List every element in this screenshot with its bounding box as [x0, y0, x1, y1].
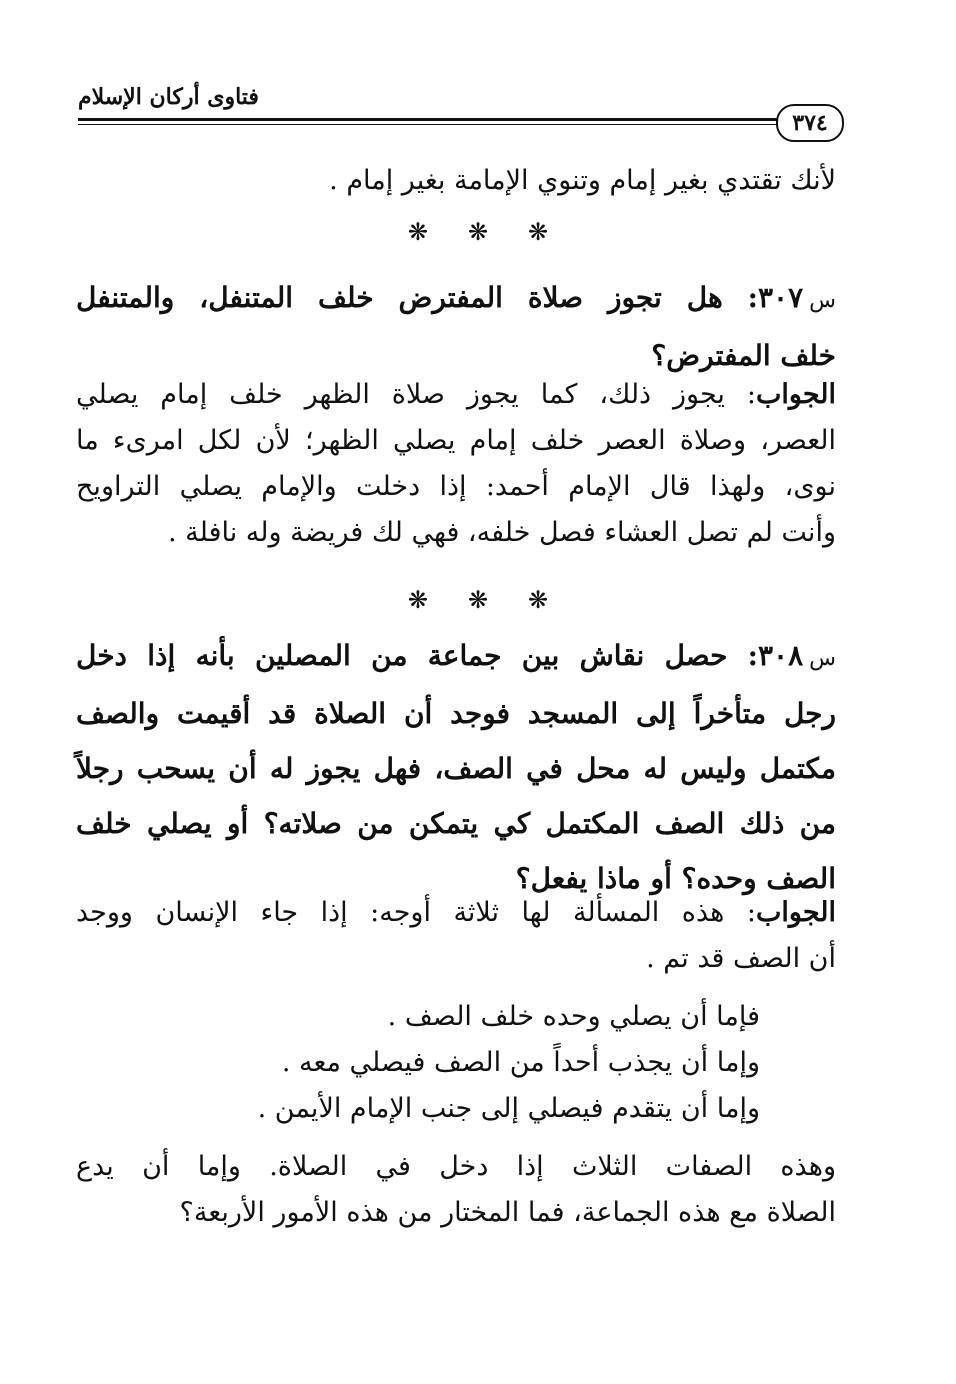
question-307: [76, 270, 836, 383]
section-separator: [0, 218, 956, 246]
question-308: [76, 628, 836, 906]
answer-line: وأنت لم تصل العشاء فصل خلفه، فهي لك فريضة وله نافلة .: [168, 517, 836, 548]
text-line: لأنك تقتدي بغير إمام وتنوي الإمامة بغير إمام .: [329, 165, 836, 196]
answer-label: الجواب: [755, 897, 836, 928]
page-number: ٣٧٤: [776, 104, 844, 142]
answer-line: العصر، وصلاة العصر خلف إمام يصلي الظهر؛ لأن لكل امرىء ما: [76, 425, 836, 456]
question-line: مكتمل وليس له محل في الصف، فهل يجوز له أن يسحب رجلاً: [76, 752, 836, 785]
star-ornament-icon: ❋: [407, 218, 428, 246]
question-line: الصف وحده؟ أو ماذا يفعل؟: [515, 862, 836, 895]
option-line: فإما أن يصلي وحده خلف الصف .: [387, 1001, 760, 1032]
question-line: س٣٠٧: هل تجوز صلاة المفترض خلف المتنفل، والمتنفل: [76, 281, 836, 314]
section-separator: [0, 586, 956, 614]
intro-paragraph: [76, 158, 836, 204]
answer-line: نوى، ولهذا قال الإمام أحمد: إذا دخلت والإمام يصلي التراويح: [76, 471, 836, 502]
star-ornament-icon: ❋: [528, 586, 549, 614]
star-ornament-icon: ❋: [528, 218, 549, 246]
question-line: س٣٠٨: حصل نقاش بين جماعة من المصلين بأنه إذا دخل: [76, 639, 836, 672]
book-title: فتاوى أركان الإسلام: [78, 84, 259, 110]
question-line: من ذلك الصف المكتمل كي يتمكن من صلاته؟ أو يصلي خلف: [76, 807, 836, 840]
question-line: رجل متأخراً إلى المسجد فوجد أن الصلاة قد أقيمت والصف: [76, 697, 836, 730]
option-line: وإما أن يتقدم فيصلي إلى جنب الإمام الأيمن .: [257, 1093, 760, 1124]
answer-308-options: [76, 994, 836, 1132]
running-header: [78, 84, 844, 134]
answer-308: [76, 890, 836, 982]
star-ornament-icon: ❋: [467, 586, 489, 614]
option-line: وإما أن يجذب أحداً من الصف فيصلي معه .: [281, 1047, 760, 1078]
answer-307: [76, 372, 836, 556]
answer-308-closing: [76, 1144, 836, 1236]
star-ornament-icon: ❋: [407, 586, 428, 614]
answer-label: الجواب: [755, 379, 836, 410]
question-line: خلف المفترض؟: [651, 339, 836, 372]
answer-line: الجواب: هذه المسألة لها ثلاثة أوجه: إذا جاء الإنسان ووجد: [76, 897, 836, 928]
header-rule-thick: [78, 118, 778, 121]
question-marker: س: [809, 288, 836, 313]
answer-line: الجواب: يجوز ذلك، كما يجوز صلاة الظهر خلف إمام يصلي: [76, 379, 836, 410]
answer-line: أن الصف قد تم .: [646, 943, 836, 974]
question-marker: س: [809, 646, 836, 671]
answer-line: وهذه الصفات الثلاث إذا دخل في الصلاة. وإما أن يدع: [76, 1151, 836, 1182]
answer-line: الصلاة مع هذه الجماعة، فما المختار من هذه الأمور الأربعة؟: [179, 1197, 836, 1228]
header-rule-thin: [78, 124, 778, 125]
star-ornament-icon: ❋: [467, 218, 489, 246]
